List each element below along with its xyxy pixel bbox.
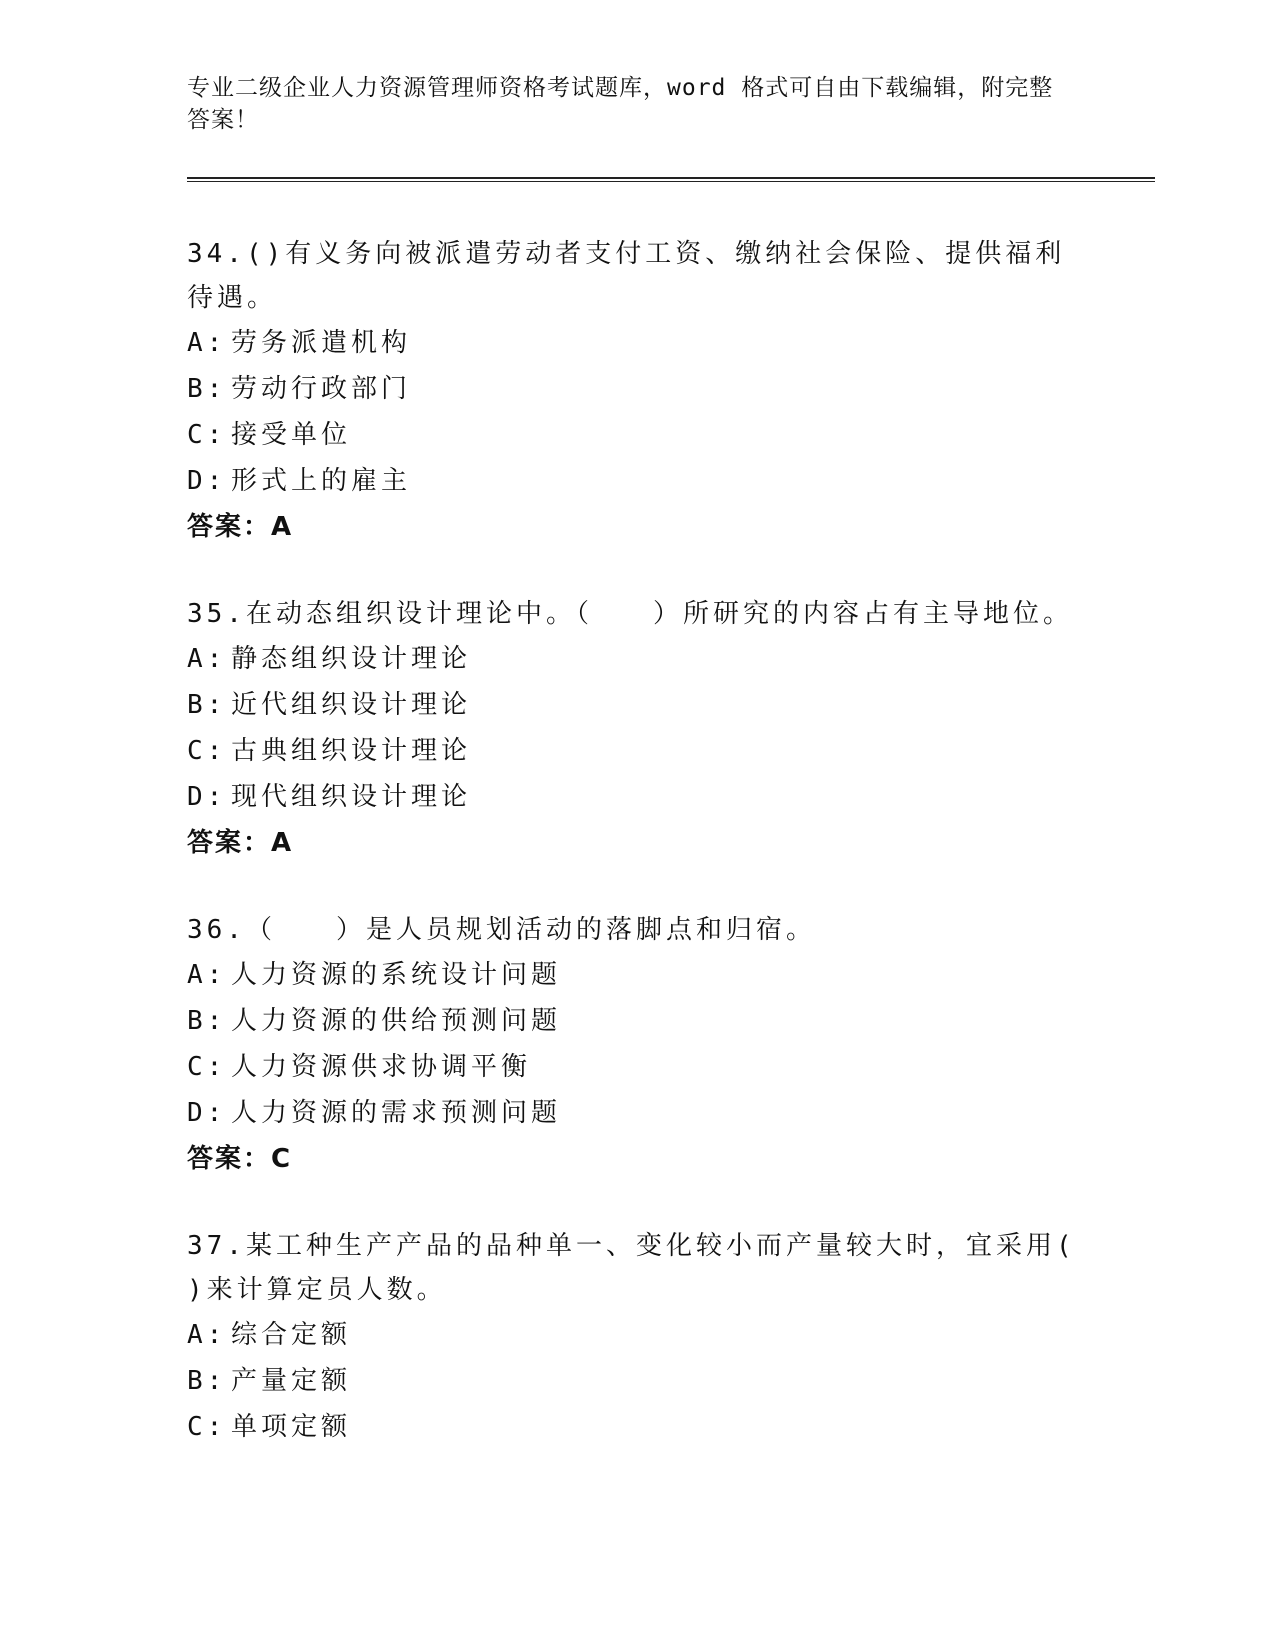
option-text: 接受单位 — [231, 420, 352, 450]
option-text: 静态组织设计理论 — [231, 644, 472, 674]
option-key: B: — [187, 374, 227, 404]
question-stem: 34.()有义务向被派遣劳动者支付工资、缴纳社会保险、提供福利待遇。 — [187, 239, 1066, 313]
option-item — [187, 1090, 1087, 1136]
header-divider — [187, 177, 1155, 182]
option-item — [187, 636, 1087, 682]
option-key: A: — [187, 644, 227, 674]
option-list — [187, 952, 1087, 1136]
option-item — [187, 412, 1087, 458]
option-key: C: — [187, 736, 227, 766]
option-key: C: — [187, 1052, 227, 1082]
option-text: 近代组织设计理论 — [231, 690, 472, 720]
option-key: B: — [187, 1366, 227, 1396]
question-block — [187, 592, 1087, 866]
option-text: 现代组织设计理论 — [231, 782, 472, 812]
option-key: D: — [187, 782, 227, 812]
option-text: 产量定额 — [231, 1366, 352, 1396]
option-item — [187, 1312, 1087, 1358]
option-text: 古典组织设计理论 — [231, 736, 472, 766]
answer-line: 答案：A — [187, 512, 294, 542]
option-text: 单项定额 — [231, 1412, 352, 1442]
question-stem: 37.某工种生产产品的品种单一、变化较小而产量较大时，宜采用( )来计算定员人数。 — [187, 1231, 1076, 1305]
option-text: 人力资源的供给预测问题 — [231, 1006, 562, 1036]
option-key: B: — [187, 690, 227, 720]
answer-line: 答案：A — [187, 828, 294, 858]
option-text: 人力资源的系统设计问题 — [231, 960, 562, 990]
question-stem: 35.在动态组织设计理论中。（ ）所研究的内容占有主导地位。 — [187, 599, 1073, 629]
option-item — [187, 682, 1087, 728]
option-key: C: — [187, 1412, 227, 1442]
option-key: D: — [187, 1098, 227, 1128]
answer-line: 答案：C — [187, 1144, 293, 1174]
question-list — [187, 232, 1087, 1492]
option-text: 劳务派遣机构 — [231, 328, 412, 358]
option-text: 形式上的雇主 — [231, 466, 412, 496]
option-key: A: — [187, 960, 227, 990]
document-header: 专业二级企业人力资源管理师资格考试题库，word 格式可自由下载编辑，附完整答案！ — [187, 75, 1054, 133]
option-item — [187, 998, 1087, 1044]
option-item — [187, 1404, 1087, 1450]
question-stem: 36.（ ）是人员规划活动的落脚点和归宿。 — [187, 915, 816, 945]
option-key: D: — [187, 466, 227, 496]
option-text: 综合定额 — [231, 1320, 352, 1350]
option-item — [187, 458, 1087, 504]
option-list — [187, 636, 1087, 820]
option-key: A: — [187, 1320, 227, 1350]
option-item — [187, 1358, 1087, 1404]
question-block — [187, 908, 1087, 1182]
option-item — [187, 1044, 1087, 1090]
option-item — [187, 366, 1087, 412]
option-item — [187, 728, 1087, 774]
option-list — [187, 320, 1087, 504]
option-key: A: — [187, 328, 227, 358]
option-key: C: — [187, 420, 227, 450]
question-block — [187, 1224, 1087, 1450]
option-text: 劳动行政部门 — [231, 374, 412, 404]
option-text: 人力资源的需求预测问题 — [231, 1098, 562, 1128]
option-key: B: — [187, 1006, 227, 1036]
option-text: 人力资源供求协调平衡 — [231, 1052, 532, 1082]
option-list — [187, 1312, 1087, 1450]
option-item — [187, 774, 1087, 820]
option-item — [187, 320, 1087, 366]
option-item — [187, 952, 1087, 998]
question-block — [187, 232, 1087, 550]
